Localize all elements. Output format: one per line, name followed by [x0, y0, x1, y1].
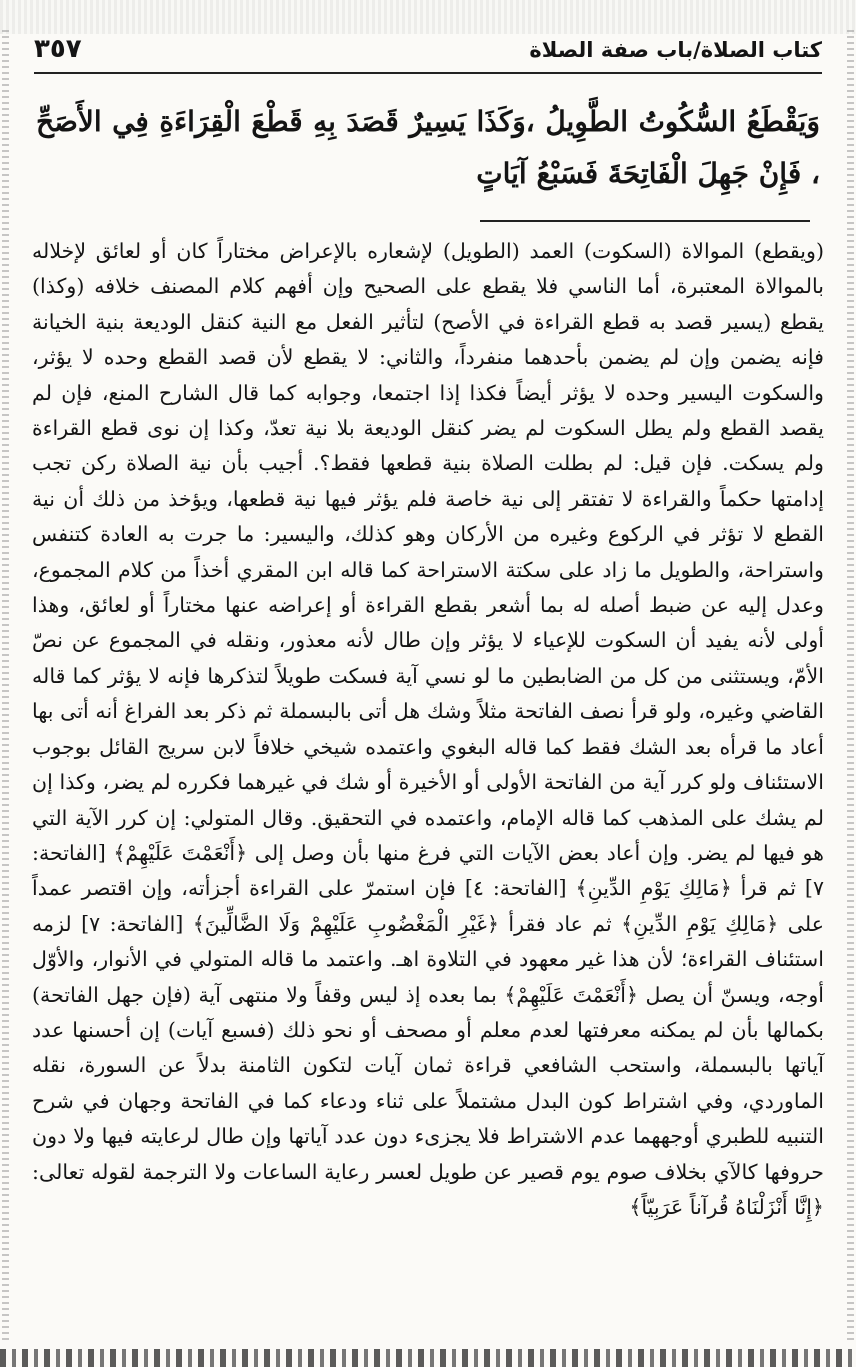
main-text-matn: وَيَقْطَعُ السُّكُوتُ الطَّوِيلُ ،وَكَذَا يَسِيرٌ قَصَدَ بِهِ قَطْعَ الْقِرَاءَةِ فِي الأَصَحِّ ، فَإِنْ جَهِلَ الْفَاتِحَةَ فَسَبْعُ آيَاتٍ: [36, 105, 820, 190]
chapter-title: كتاب الصلاة/باب صفة الصلاة: [529, 38, 822, 62]
running-header: [34, 36, 822, 74]
left-border-ornament: [2, 30, 9, 1343]
top-border-ornament: [0, 0, 856, 34]
right-border-ornament: [847, 30, 854, 1343]
page-number: ٣٥٧: [34, 34, 82, 64]
footnote-divider: [480, 220, 810, 222]
commentary-text-sharh: (ويقطع) الموالاة (السكوت) العمد (الطويل) لإشعاره بالإعراض مختاراً كان أو لعائق لإخلاله بالموالاة المعتبرة، أما الناسي فلا يقطع على الصحيح وإن أفهم كلام المصنف خلافه (وكذا) يقطع (يسير قصد به قطع القراءة في الأصح) لتأثير الفعل مع النية كنقل الوديعة بنية الخيانة فإنه يضمن وإن لم يضمن بأحدهما منفرداً، والثاني: لا يقطع لأن قصد القطع وحده لا يؤثر، والسكوت اليسير وحده لا يؤثر أيضاً فكذا إذا اجتمعا، وجوابه كما قال الشارح المنع، فإن لم يقصد القطع ولم يطل السكوت لم يضر كنقل الوديعة بلا نية تعدّ، وكذا إن نوى قطع القراءة ولم يسكت. فإن قيل: لم بطلت الصلاة بنية قطعها فقط؟. أجيب بأن نية الصلاة ركن تجب إدامتها حكماً والقراءة لا تفتقر إلى نية خاصة فلم يؤثر فيها نية قطعها، ويؤخذ من ذلك أن نية القطع لا تؤثر في الركوع وغيره من الأركان وهو كذلك، واليسير: ما جرت به العادة كتنفس واستراحة، والطويل ما زاد على سكتة الاستراحة كما قاله ابن المقري أخذاً من كلام المجموع، وعدل إليه عن ضبط أصله له بما أشعر بقطع القراءة أو إعراضه عنها مختاراً أو لعائق، وهذا أولى لأنه يفيد أن السكوت للإعياء لا يؤثر وإن طال لأنه معذور، ونقله في المجموع عن نصّ الأمّ، ويستثنى من كل من الضابطين ما لو نسي آية فسكت طويلاً لتذكرها فإنه لا يؤثر كما قاله القاضي وغيره، ولو قرأ نصف الفاتحة مثلاً وشك هل أتى بالبسملة ثم ذكر بعد الفراغ أنه أتى بها أعاد ما قرأه بعد الشك فقط كما قاله البغوي واعتمده شيخي خلافاً لابن سريج القائل بوجوب الاستئناف ولو كرر آية من الفاتحة الأولى أو الأخيرة أو شك في غيرهما فكرره لم يضر، وكذا إن لم يشك على المذهب كما قاله الإمام، واعتمده في التحقيق. وقال المتولي: إن كرر الآية التي هو فيها لم يضر. وإن أعاد بعض الآيات التي فرغ منها بأن وصل إلى ﴿أَنْعَمْتَ عَلَيْهِمْ﴾ [الفاتحة: ٧] ثم قرأ ﴿مَالِكِ يَوْمِ الدِّينِ﴾ [الفاتحة: ٤] فإن استمرّ على القراءة أجزأته، وإن اقتصر عمداً على ﴿مَالِكِ يَوْمِ الدِّينِ﴾ ثم عاد فقرأ ﴿غَيْرِ الْمَغْضُوبِ عَلَيْهِمْ وَلَا الضَّالِّينَ﴾ [الفاتحة: ٧] لزمه استئناف القراءة؛ لأن هذا غير معهود في التلاوة اهـ. واعتمد ما قاله المتولي في الأنوار، والأوّل أوجه، ويسنّ أن يصل ﴿أَنْعَمْتَ عَلَيْهِمْ﴾ بما بعده إذ ليس وقفاً ولا منتهى آية (فإن جهل الفاتحة) بكمالها بأن لم يمكنه معرفتها لعدم معلم أو مصحف أو نحو ذلك (فسبع آيات) إن أحسنها عدد آياتها بالبسملة، واستحب الشافعي قراءة ثمان آيات لتكون الثامنة بدلاً عن السورة، نقله الماوردي، وفي اشتراط كون البدل مشتملاً على ثناء ودعاء كما في الفاتحة وجهان في شرح التنبيه للطبري أوجههما عدم الاشتراط فلا يجزىء دون عدد آياتها وإن طال لرعايته فيها ولا دون حروفها كالآي بخلاف صوم يوم قصير عن طويل لعسر رعاية الساعات ولا الترجمة لقوله تعالى: ﴿إِنَّا أَنْزَلْنَاهُ قُرآناً عَرَبِيّاً﴾: [32, 239, 824, 1219]
bottom-border-ornament: [0, 1349, 856, 1367]
